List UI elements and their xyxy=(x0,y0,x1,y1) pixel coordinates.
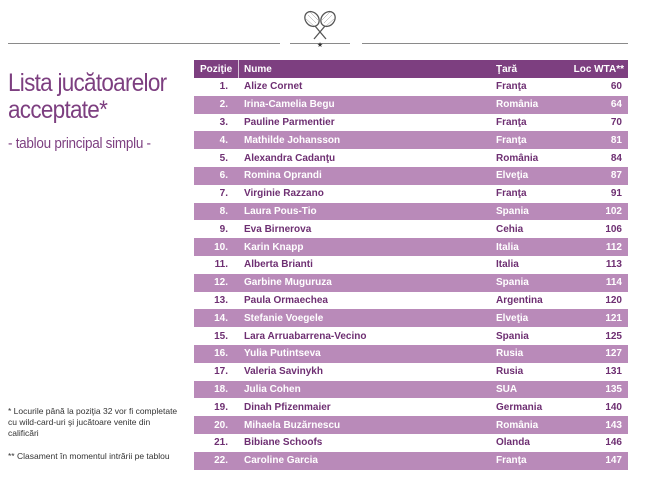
cell-name: Stefanie Voegele xyxy=(244,312,324,324)
cell-country: Elveţia xyxy=(496,312,529,324)
cell-position: 17. xyxy=(214,366,228,378)
cell-wta: 60 xyxy=(610,81,622,93)
cell-wta: 70 xyxy=(610,116,622,128)
cell-name: Paula Ormaechea xyxy=(244,294,328,306)
cell-position: 11. xyxy=(214,259,228,271)
table-row xyxy=(194,327,628,345)
cell-country: Elveţia xyxy=(496,170,529,182)
cell-name: Mihaela Buzărnescu xyxy=(244,419,341,431)
top-rule-right xyxy=(362,43,628,44)
cell-name: Virginie Razzano xyxy=(244,188,324,200)
svg-text:★: ★ xyxy=(316,41,324,48)
cell-country: Rusia xyxy=(496,366,524,378)
cell-name: Lara Arruabarrena-Vecino xyxy=(244,330,367,342)
page-subtitle: - tablou principal simplu - xyxy=(8,135,151,152)
table-row xyxy=(194,292,628,310)
table-row xyxy=(194,345,628,363)
table-row xyxy=(194,238,628,256)
cell-country: Franţa xyxy=(496,116,527,128)
table-row xyxy=(194,256,628,274)
cell-position: 18. xyxy=(214,383,228,395)
cell-name: Caroline Garcia xyxy=(244,455,318,467)
cell-name: Garbine Muguruza xyxy=(244,277,332,289)
cell-wta: 125 xyxy=(605,330,622,342)
header-name: Nume xyxy=(244,63,272,75)
cell-wta: 114 xyxy=(605,277,622,289)
cell-position: 19. xyxy=(214,401,228,413)
cell-wta: 81 xyxy=(610,134,622,146)
footnote-2: ** Clasament în momentul intrării pe tablou xyxy=(8,451,170,461)
cell-wta: 127 xyxy=(605,348,622,360)
cell-position: 10. xyxy=(214,241,228,253)
cell-country: Cehia xyxy=(496,223,524,235)
cell-country: Franţa xyxy=(496,188,527,200)
cell-wta: 102 xyxy=(605,205,622,217)
cell-name: Julia Cohen xyxy=(244,383,301,395)
table-row xyxy=(194,363,628,381)
table-row xyxy=(194,434,628,452)
table-row xyxy=(194,416,628,434)
cell-country: Franţa xyxy=(496,81,527,93)
cell-position: 13. xyxy=(214,294,228,306)
cell-wta: 140 xyxy=(605,401,622,413)
cell-wta: 120 xyxy=(605,294,622,306)
cell-name: Dinah Pfizenmaier xyxy=(244,401,331,413)
cell-country: Spania xyxy=(496,205,529,217)
cell-country: Franţa xyxy=(496,455,527,467)
cell-wta: 87 xyxy=(610,170,622,182)
cell-name: Karin Knapp xyxy=(244,241,304,253)
table-row xyxy=(194,96,628,114)
cell-position: 1. xyxy=(219,81,228,93)
cell-wta: 131 xyxy=(605,366,622,378)
page-title: Lista jucătoarelor acceptate* xyxy=(8,69,167,124)
cell-country: Olanda xyxy=(496,437,530,449)
cell-country: Italia xyxy=(496,241,519,253)
table-row xyxy=(194,309,628,327)
cell-name: Laura Pous-Tio xyxy=(244,205,317,217)
table-row xyxy=(194,131,628,149)
cell-country: Rusia xyxy=(496,348,524,360)
table-row xyxy=(194,220,628,238)
cell-country: Spania xyxy=(496,277,529,289)
cell-wta: 143 xyxy=(605,419,622,431)
cell-name: Alize Cornet xyxy=(244,81,303,93)
cell-position: 14. xyxy=(214,312,228,324)
cell-country: Italia xyxy=(496,259,519,271)
cell-name: Irina-Camelia Begu xyxy=(244,99,335,111)
cell-wta: 112 xyxy=(605,241,622,253)
table-row xyxy=(194,185,628,203)
cell-position: 5. xyxy=(219,152,228,164)
header-wta: Loc WTA** xyxy=(573,63,624,75)
table-row xyxy=(194,78,628,96)
cell-position: 9. xyxy=(219,223,228,235)
cell-name: Mathilde Johansson xyxy=(244,134,341,146)
cell-wta: 121 xyxy=(605,312,622,324)
cell-position: 2. xyxy=(219,99,228,111)
cell-wta: 135 xyxy=(605,383,622,395)
table-row xyxy=(194,114,628,132)
header-country: Ţară xyxy=(496,63,518,75)
table-row xyxy=(194,274,628,292)
cell-name: Valeria Savinykh xyxy=(244,366,323,378)
cell-country: Franţa xyxy=(496,134,527,146)
table-row xyxy=(194,203,628,221)
cell-wta: 146 xyxy=(605,437,622,449)
header-position: Poziţie xyxy=(200,63,233,75)
table-row xyxy=(194,381,628,399)
cell-name: Yulia Putintseva xyxy=(244,348,321,360)
cell-name: Eva Birnerova xyxy=(244,223,312,235)
cell-name: Bibiane Schoofs xyxy=(244,437,323,449)
cell-position: 15. xyxy=(214,330,228,342)
cell-wta: 106 xyxy=(605,223,622,235)
table-header xyxy=(194,60,628,78)
table-body xyxy=(194,78,628,470)
cell-position: 22. xyxy=(214,455,228,467)
cell-position: 7. xyxy=(219,188,228,200)
cell-country: Germania xyxy=(496,401,543,413)
cell-position: 12. xyxy=(214,277,228,289)
cell-country: Spania xyxy=(496,330,529,342)
cell-position: 6. xyxy=(219,170,228,182)
cell-position: 21. xyxy=(214,437,228,449)
cell-wta: 64 xyxy=(610,99,622,111)
cell-country: România xyxy=(496,99,539,111)
cell-name: Alberta Brianti xyxy=(244,259,313,271)
top-rule-left xyxy=(8,43,280,44)
cell-name: Pauline Parmentier xyxy=(244,116,335,128)
cell-position: 16. xyxy=(214,348,228,360)
players-table xyxy=(194,60,628,470)
header-divider xyxy=(238,60,239,78)
table-row xyxy=(194,167,628,185)
crossed-rackets-icon xyxy=(300,8,340,48)
cell-country: Argentina xyxy=(496,294,543,306)
cell-wta: 84 xyxy=(610,152,622,164)
cell-wta: 91 xyxy=(610,188,622,200)
cell-country: România xyxy=(496,419,539,431)
cell-country: România xyxy=(496,152,539,164)
cell-position: 20. xyxy=(214,419,228,431)
cell-position: 8. xyxy=(219,205,228,217)
cell-wta: 147 xyxy=(605,455,622,467)
footnote-1: * Locurile până la poziţia 32 vor fi completate cu wild-card-uri şi jucătoare venite din calificări xyxy=(8,406,178,438)
cell-position: 3. xyxy=(219,116,228,128)
table-row xyxy=(194,452,628,470)
cell-country: SUA xyxy=(496,383,518,395)
cell-name: Romina Oprandi xyxy=(244,170,322,182)
table-row xyxy=(194,149,628,167)
cell-wta: 113 xyxy=(605,259,622,271)
cell-position: 4. xyxy=(219,134,228,146)
cell-name: Alexandra Cadanţu xyxy=(244,152,336,164)
table-row xyxy=(194,398,628,416)
